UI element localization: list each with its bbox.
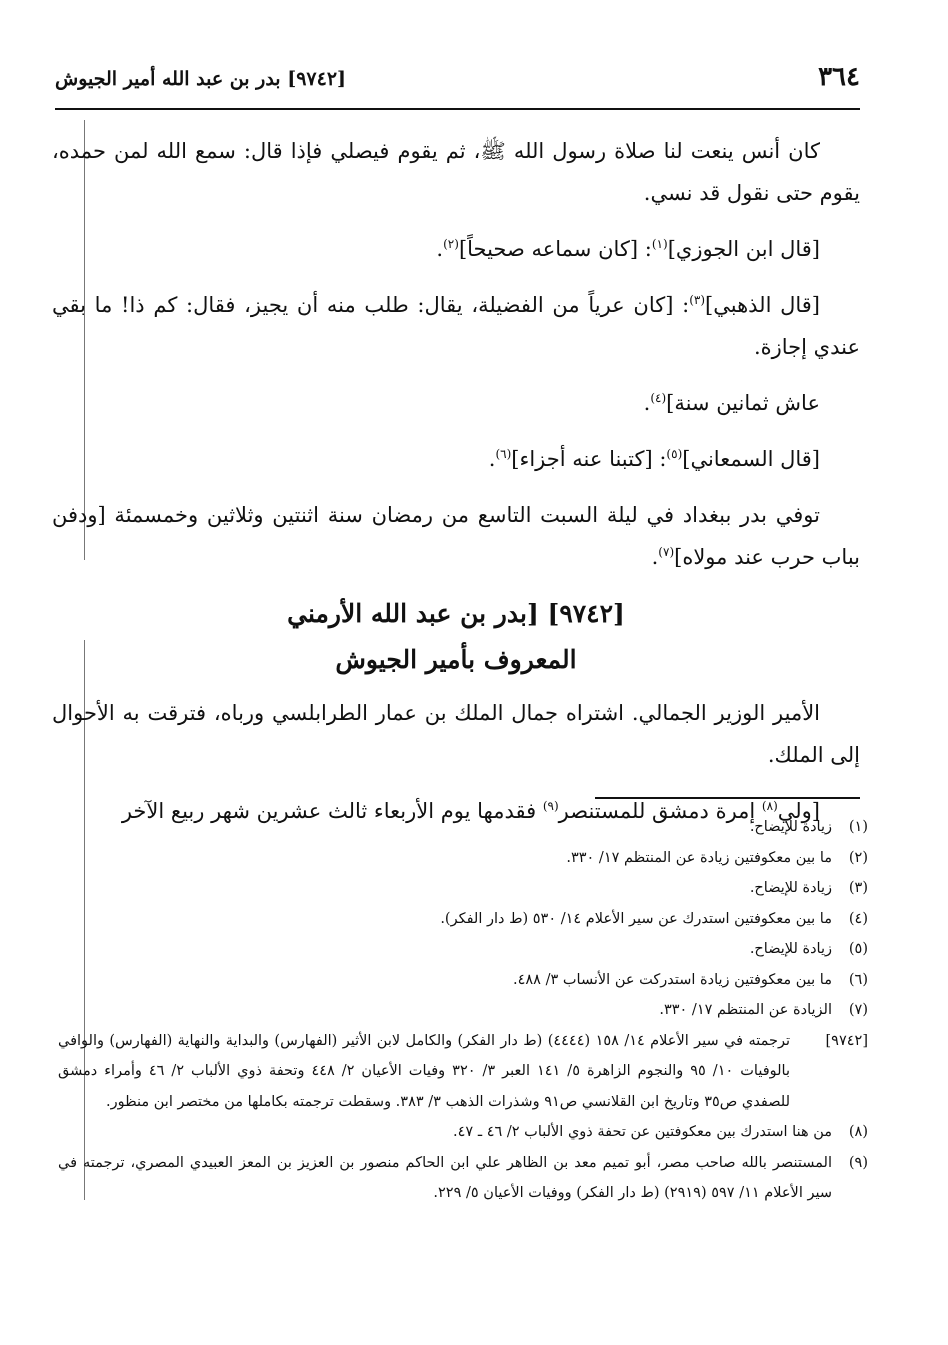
paragraph bbox=[52, 494, 860, 578]
page-header bbox=[55, 62, 860, 110]
footnote-ref[interactable]: (١) bbox=[651, 237, 668, 251]
footnote-marker: (٥) bbox=[848, 941, 868, 957]
footnote bbox=[58, 965, 868, 996]
paragraph-text: . bbox=[651, 545, 659, 569]
paragraph bbox=[52, 130, 860, 214]
footnote-marker: (٤) bbox=[848, 910, 868, 927]
main-text bbox=[52, 130, 860, 846]
paragraph-text: : [كتبنا عنه أجزاء] bbox=[511, 447, 667, 471]
paragraph bbox=[52, 228, 860, 270]
paragraph-text: إمرة دمشق للمستنصر bbox=[558, 799, 762, 823]
paragraph-text: [قال السمعاني] bbox=[682, 447, 820, 471]
paragraph bbox=[52, 692, 860, 776]
footnote-ref[interactable]: (٥) bbox=[666, 447, 683, 461]
footnote bbox=[58, 873, 868, 904]
paragraph bbox=[52, 382, 860, 424]
footnote-marker: (١) bbox=[848, 819, 868, 835]
paragraph-text: : [كان عرياً من الفضيلة، يقال: طلب منه أن يجيز، فقال: كم ذا! ما بقي عندي إجازة. bbox=[52, 293, 860, 359]
footnote bbox=[58, 812, 868, 843]
footnote-divider bbox=[595, 797, 860, 799]
footnote-ref[interactable]: (٣) bbox=[689, 293, 706, 307]
paragraph-text: . bbox=[436, 237, 444, 261]
footnote bbox=[58, 904, 868, 935]
footnote-ref[interactable]: (٢) bbox=[443, 237, 459, 251]
footnote-text: ترجمته في سير الأعلام ١٤/ ١٥٨ (٤٤٤٤) (ط دار الفكر) والكامل لابن الأثير (الفهارس) والبداية والنهاية (الفهارس) والوافي بالوفيات ١٠/ ٩٥ والنجوم الزاهرة ٥/ ١٤١ العبر ٣/ ٣٢٠ وفيات الأعيان ٢/ ٤٤٨ وتحفة ذوي الألباب ٢/ ٤٦ وأمراء دمشق للصفدي ص٣٥ وتاريخ ابن القلانسي ص٩١ وشذرات الذهب ٣/ ٣٨٣. وسقطت ترجمته بكاملها من مختصر ابن منظور. bbox=[58, 1032, 790, 1110]
footnote-text: زيادة للإيضاح. bbox=[749, 941, 832, 957]
footnote-text: زيادة للإيضاح. bbox=[749, 880, 832, 896]
footnote-ref[interactable]: (٨) bbox=[761, 799, 778, 813]
paragraph-text: : [كان سماعه صحيحاً] bbox=[458, 237, 652, 261]
footnote-text: ما بين معكوفتين زيادة عن المنتظم ١٧/ ٣٣٠. bbox=[566, 849, 832, 866]
footnote-marker: (٣) bbox=[848, 880, 868, 896]
paragraph-text: كان أنس ينعت لنا صلاة رسول الله ﷺ، ثم يقوم فيصلي فإذا قال: سمع الله لمن حمده، يقوم حتى نقول قد نسي. bbox=[52, 139, 860, 205]
paragraph-text: [قال الذهبي] bbox=[705, 293, 821, 317]
paragraph-text: . bbox=[643, 391, 651, 415]
paragraph-text: [قال ابن الجوزي] bbox=[667, 237, 820, 261]
footnote bbox=[58, 934, 868, 965]
footnote-marker: (٦) bbox=[848, 971, 868, 988]
footnote-text: ما بين معكوفتين زيادة استدركت عن الأنساب ٣/ ٤٨٨. bbox=[512, 971, 832, 988]
footnote-ref[interactable]: (٩) bbox=[542, 799, 559, 813]
entry-heading: [٩٧٤٢] [بدر بن عبد الله الأرمني bbox=[287, 599, 625, 628]
paragraph-text: . bbox=[488, 447, 496, 471]
footnote-ref[interactable]: (٦) bbox=[495, 447, 512, 461]
paragraph-text: [ولي bbox=[777, 799, 820, 823]
footnote-text: المستنصر بالله صاحب مصر، أبو تميم معد بن الظاهر علي ابن الحاكم منصور بن العزيز بن المعز العبيدي المصري، ترجمته في سير الأعلام ١١/ ٥٩٧ (٢٩١٩) (ط دار الفكر) ووفيات الأعيان ٥/ ٢٢٩. bbox=[58, 1154, 832, 1201]
footnote bbox=[58, 843, 868, 874]
footnote-text: زيادة للإيضاح. bbox=[749, 819, 832, 835]
footnote-marker: (٢) bbox=[848, 849, 868, 866]
footnote bbox=[58, 1117, 868, 1148]
footnote-text: الزيادة عن المنتظم ١٧/ ٣٣٠. bbox=[659, 1002, 832, 1018]
page-number: ٣٦٤ bbox=[818, 62, 860, 92]
paragraph bbox=[52, 438, 860, 480]
footnote-text: ما بين معكوفتين استدرك عن سير الأعلام ١٤/ ٥٣٠ (ط دار الفكر). bbox=[440, 910, 832, 927]
footnote-biography bbox=[58, 1026, 868, 1118]
footnote-text: من هنا استدرك بين معكوفتين عن تحفة ذوي الألباب ٢/ ٤٦ ـ ٤٧. bbox=[453, 1124, 832, 1140]
paragraph-text: الأمير الوزير الجمالي. اشتراه جمال الملك بن عمار الطرابلسي ورباه، فترقت به الأحوال إلى الملك. bbox=[52, 701, 860, 767]
footnote bbox=[58, 1148, 868, 1209]
footnote-marker: (٨) bbox=[848, 1124, 868, 1140]
footnote-marker: (٩) bbox=[848, 1154, 868, 1171]
paragraph-text: عاش ثمانين سنة] bbox=[666, 391, 820, 415]
footnote-marker: [٩٧٤٢] bbox=[825, 1032, 868, 1049]
footnote-marker: (٧) bbox=[848, 1002, 868, 1018]
entry-subheading: المعروف بأمير الجيوش bbox=[335, 645, 577, 674]
paragraph-text: فقدمها يوم الأربعاء ثالث عشرين شهر ربيع الآخر bbox=[121, 799, 543, 823]
paragraph-text: توفي بدر ببغداد في ليلة السبت التاسع من رمضان سنة اثنتين وثلاثين وخمسمئة [ودفن بباب حرب عند مولاه] bbox=[52, 503, 860, 569]
footnote-ref[interactable]: (٤) bbox=[650, 391, 667, 405]
running-title: [٩٧٤٢] بدر بن عبد الله أمير الجيوش bbox=[55, 68, 347, 90]
footnotes bbox=[58, 812, 868, 1209]
paragraph bbox=[52, 284, 860, 368]
footnote bbox=[58, 995, 868, 1026]
footnote-ref[interactable]: (٧) bbox=[658, 545, 675, 559]
